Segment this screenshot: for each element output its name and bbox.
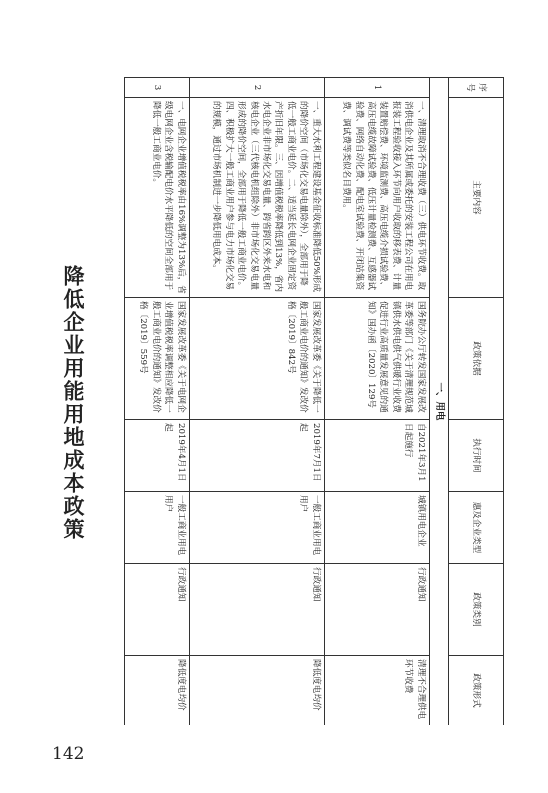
- row-seq: 2: [189, 78, 324, 98]
- row-form: 降低度电均价: [124, 656, 189, 726]
- row-basis: 国家发展改革委《关于电网企业增值税税率调整相应降低一般工商业电价的通知》发改价格〔2019〕559号: [124, 298, 189, 420]
- section-title: 一、用电: [429, 78, 448, 726]
- header-form: 政策形式: [449, 656, 504, 726]
- row-content: 一、重大水利工程建设基金征收标准降低50%形成的降价空间（市场化交易电量除外），全部用于降低一般工商业电价。二、适当延长电网企业固定资产折旧年限。三、因增值税税率降低到13%，省内水电企业非市场化交易电量、跨省跨区外来水电和核电企业（三代核电机组除外）非市场化交易电量形成的降价空间，全部用于降低一般工商业电价。四、积极扩大一般工商业用户参与电力市场化交易的规模，通过市场机制进一步降低用电成本。: [189, 98, 324, 298]
- row-beneficiary: 一般工商业用电用户: [124, 492, 189, 564]
- page-title: 降低企业用能用地成本政策: [61, 265, 85, 541]
- rotated-table-wrapper: [90, 77, 504, 725]
- row-basis: 国家发展改革委《关于降低一般工商业电价的通知》发改价格〔2019〕842号: [189, 298, 324, 420]
- header-time: 执行时间: [449, 420, 504, 492]
- header-seq: 序号: [449, 78, 504, 98]
- row-seq: 3: [124, 78, 189, 98]
- row-beneficiary: 城镇用电企业: [324, 492, 429, 564]
- row-time: 2019年4月1日起: [124, 420, 189, 492]
- policy-table: [124, 77, 504, 725]
- page-number: 142: [52, 744, 85, 764]
- row-content: 一、电网企业增值税税率由16%调整为13%后，省级电网企业含税输配电价水平降低的空间全部用于降低一般工商业电价。: [124, 98, 189, 298]
- section-row: [429, 78, 448, 726]
- row-time: 2019年7月1日起: [189, 420, 324, 492]
- row-form: 降低度电均价: [189, 656, 324, 726]
- row-category: 行政通知: [189, 564, 324, 656]
- row-content: 一、清理取消不合理收费（三）供电环节收费。取消供电企业及其所属或委托的安装工程公司在用电报装工程验收接入环节向用户收取的移表费、计量装置赔偿费、环境监测费、高压电缆介损试验费、高压电缆故障试验费、低压计量检测费、互感器试验费、网络自动化费、配电室试验费、开闭站集资费、调试费等类似名目费用。: [324, 98, 429, 298]
- header-row: [449, 78, 504, 726]
- header-category: 政策类别: [449, 564, 504, 656]
- table-row: [189, 78, 324, 726]
- table-row: [324, 78, 429, 726]
- row-time: 自2021年3月1日起施行: [324, 420, 429, 492]
- table-row: [124, 78, 189, 726]
- row-category: 行政通知: [324, 564, 429, 656]
- row-seq: 1: [324, 78, 429, 98]
- row-category: 行政通知: [124, 564, 189, 656]
- row-form: 清理不合理供电环节收费: [324, 656, 429, 726]
- row-beneficiary: 一般工商业用电用户: [189, 492, 324, 564]
- header-beneficiary: 惠及企业类型: [449, 492, 504, 564]
- policy-table-frame: [90, 77, 504, 725]
- header-content: 主要内容: [449, 98, 504, 298]
- header-basis: 政策依据: [449, 298, 504, 420]
- row-basis: 国务院办公厅转发国家发展改革委等部门《关于清理规范城镇供水供电供气供暖行业收费促进行业高质量发展意见的通知》国办函〔2020〕129号: [324, 298, 429, 420]
